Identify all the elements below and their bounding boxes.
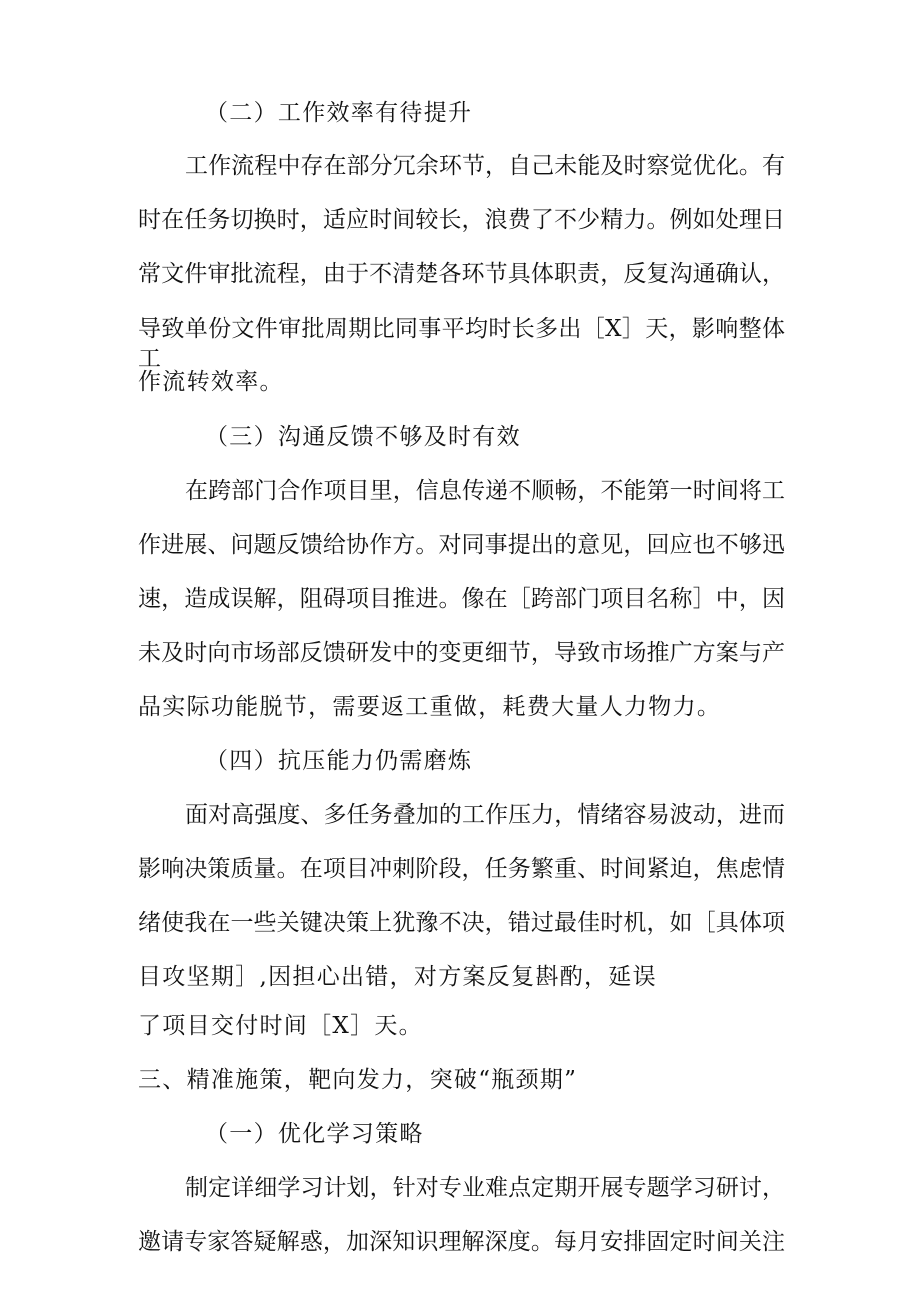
text-line: （三）沟通反馈不够及时有效 [205, 424, 521, 450]
text-line: 作进展、问题反馈给协作方。对同事提出的意见，回应也不够迅 [138, 532, 785, 558]
text-line: 作流转效率。 [138, 369, 284, 395]
text-line: 面对高强度、多任务叠加的工作压力，情绪容易波动，进而 [185, 802, 785, 828]
text-line: 导致单份文件审批周期比同事平均时长多出［X］天，影响整体工 [138, 316, 785, 372]
text-line: 三、精准施策，靶向发力，突破“瓶颈期” [138, 1067, 578, 1093]
text-line: 速，造成误解，阻碍项目推进。像在［跨部门项目名称］中，因 [138, 586, 785, 612]
text-line: 制定详细学习计划，针对专业难点定期开展专题学习研讨， [185, 1175, 785, 1201]
text-line: 在跨部门合作项目里，信息传递不顺畅，不能第一时间将工 [185, 478, 785, 504]
text-line: 时在任务切换时，适应时间较长，浪费了不少精力。例如处理日 [138, 207, 785, 233]
text-line: 绪使我在一些关键决策上犹豫不决，错过最佳时机，如［具体项 [138, 910, 785, 936]
text-line: （四）抗压能力仍需磨炼 [205, 748, 473, 774]
text-line: 工作流程中存在部分冗余环节，自己未能及时察觉优化。有 [185, 153, 785, 179]
text-line: 邀请专家答疑解惑，加深知识理解深度。每月安排固定时间关注 [138, 1229, 785, 1255]
text-line: 了项目交付时间［X］天。 [138, 1013, 423, 1039]
text-line: （一）优化学习策略 [205, 1121, 424, 1147]
text-line: 未及时向市场部反馈研发中的变更细节，导致市场推广方案与产 [138, 640, 785, 666]
text-line: 常文件审批流程，由于不清楚各环节具体职责，反复沟通确认， [138, 261, 785, 287]
text-line: 目攻坚期］,因担心出错，对方案反复斟酌，延误 [138, 964, 657, 990]
text-line: 品实际功能脱节，需要返工重做，耗费大量人力物力。 [138, 694, 722, 720]
text-line: （二）工作效率有待提升 [205, 100, 473, 126]
text-line: 影响决策质量。在项目冲刺阶段，任务繁重、时间紧迫，焦虑情 [138, 856, 785, 882]
